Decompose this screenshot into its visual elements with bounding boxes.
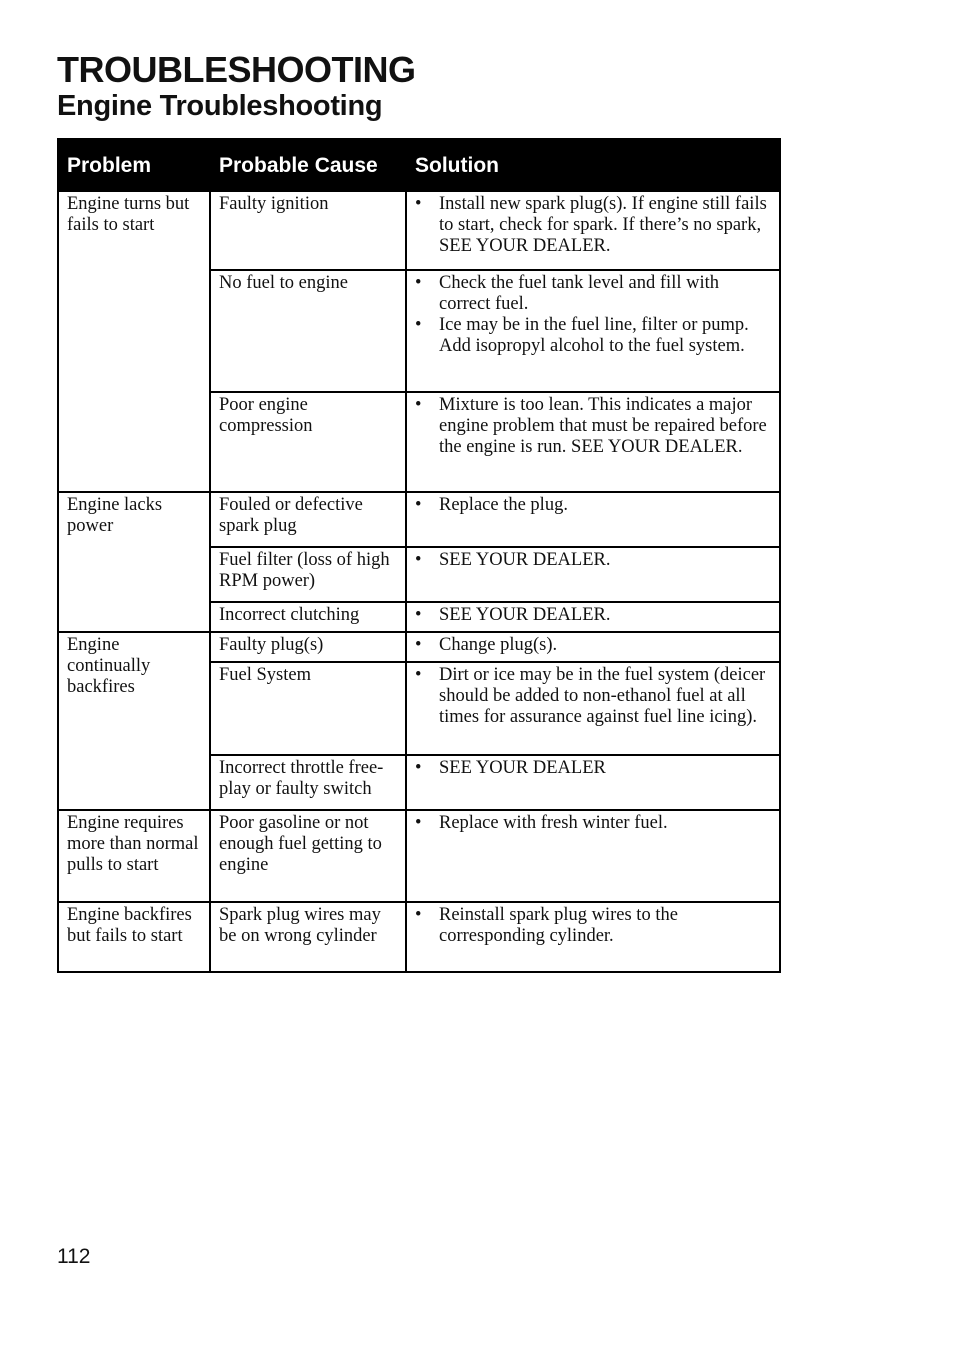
cause-cell: Spark plug wires may be on wrong cylinder	[210, 902, 406, 972]
solution-item: • Replace with fresh winter fuel.	[415, 813, 771, 834]
header-probable-cause: Probable Cause	[210, 139, 406, 191]
solution-cell	[406, 602, 780, 632]
page-subtitle: Engine Troubleshooting	[57, 90, 383, 122]
problem-cell: Engine requires more than normal pulls to start	[58, 810, 210, 902]
solution-item: • SEE YOUR DEALER.	[415, 550, 771, 571]
solution-item: • Ice may be in the fuel line, filter or pump. Add isopropyl alcohol to the fuel system.	[415, 315, 771, 357]
solution-item: • SEE YOUR DEALER	[415, 758, 771, 779]
solution-cell	[406, 270, 780, 392]
cause-cell: No fuel to engine	[210, 270, 406, 392]
solution-cell	[406, 547, 780, 602]
table-row	[58, 810, 780, 902]
solution-item: • Check the fuel tank level and fill with correct fuel.	[415, 273, 771, 315]
cause-cell: Fouled or defective spark plug	[210, 492, 406, 547]
solution-item: • Mixture is too lean. This indicates a major engine problem that must be repaired before the engine is run. SEE YOUR DEALER.	[415, 395, 771, 458]
solution-item: • Change plug(s).	[415, 635, 771, 656]
problem-cell: Engine turns but fails to start	[58, 191, 210, 492]
solution-item: • SEE YOUR DEALER.	[415, 605, 771, 626]
table-row	[58, 902, 780, 972]
solution-item: • Replace the plug.	[415, 495, 771, 516]
solution-item: • Dirt or ice may be in the fuel system (deicer should be added to non-ethanol fuel at all times for assurance against fuel line icing).	[415, 665, 771, 728]
header-solution: Solution	[406, 139, 780, 191]
cause-cell: Poor engine compression	[210, 392, 406, 492]
solution-item: • Reinstall spark plug wires to the corresponding cylinder.	[415, 905, 771, 947]
problem-cell: Engine lacks power	[58, 492, 210, 632]
solution-cell	[406, 662, 780, 755]
solution-cell	[406, 392, 780, 492]
cause-cell: Incorrect throttle free-play or faulty switch	[210, 755, 406, 810]
solution-cell	[406, 632, 780, 662]
table-row	[58, 191, 780, 270]
cause-cell: Faulty ignition	[210, 191, 406, 270]
solution-item: • Install new spark plug(s). If engine still fails to start, check for spark. If there’s no spark, SEE YOUR DEALER.	[415, 194, 771, 257]
troubleshooting-table	[57, 138, 781, 973]
cause-cell: Fuel filter (loss of high RPM power)	[210, 547, 406, 602]
cause-cell: Faulty plug(s)	[210, 632, 406, 662]
problem-cell: Engine continually backfires	[58, 632, 210, 810]
page-title: TROUBLESHOOTING	[57, 49, 416, 90]
solution-cell	[406, 492, 780, 547]
solution-cell	[406, 902, 780, 972]
solution-cell	[406, 755, 780, 810]
solution-cell	[406, 191, 780, 270]
cause-cell: Poor gasoline or not enough fuel getting to engine	[210, 810, 406, 902]
table-header-row	[58, 139, 780, 191]
cause-cell: Incorrect clutching	[210, 602, 406, 632]
page-number: 112	[57, 1245, 91, 1268]
cause-cell: Fuel System	[210, 662, 406, 755]
table-row	[58, 492, 780, 547]
problem-cell: Engine backfires but fails to start	[58, 902, 210, 972]
table-row	[58, 632, 780, 662]
solution-cell	[406, 810, 780, 902]
header-problem: Problem	[58, 139, 210, 191]
